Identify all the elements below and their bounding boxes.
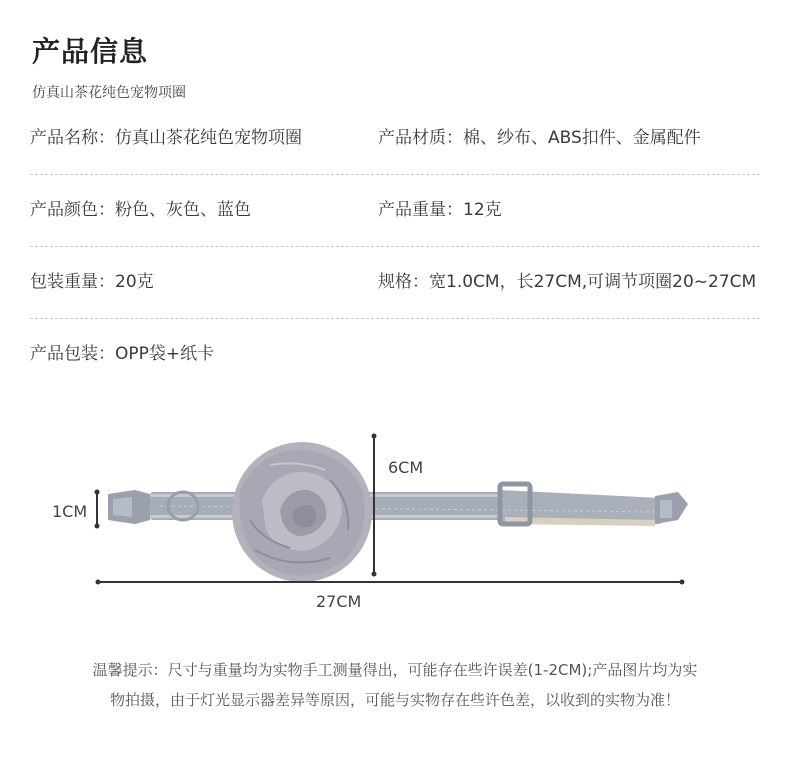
divider	[30, 246, 760, 247]
width-label: 1CM	[52, 502, 88, 521]
length-label: 27CM	[316, 592, 362, 611]
spec-row	[30, 200, 760, 272]
notice-line-2: 物拍摄，由于灯光显示器差异等原因，可能与实物存在些许色差，以收到的实物为准！	[109, 691, 680, 709]
flower-size-label: 6CM	[388, 458, 424, 477]
notice-line-1: 温馨提示：尺寸与重量均为实物手工测量得出，可能存在些许误差(1-2CM);产品图片均为实	[92, 661, 698, 679]
spec-row	[30, 128, 760, 200]
spec-material: 产品材质：棉、纱布、ABS扣件、金属配件	[378, 128, 701, 148]
right-buckle	[655, 492, 688, 524]
spec-name: 产品名称：仿真山茶花纯色宠物项圈	[30, 128, 302, 148]
page-title: 产品信息	[32, 35, 149, 68]
dimension-length	[96, 580, 685, 585]
spec-row	[30, 272, 760, 344]
spec-color: 产品颜色：粉色、灰色、蓝色	[30, 200, 251, 220]
camellia-flower	[232, 442, 372, 582]
spec-weight: 产品重量：12克	[378, 200, 502, 220]
product-figure	[0, 420, 790, 620]
spec-package-weight: 包装重量：20克	[30, 272, 154, 292]
spec-packaging: 产品包装：OPP袋+纸卡	[30, 344, 215, 364]
dimension-width	[95, 490, 100, 529]
collar-strap	[150, 490, 660, 526]
collar-illustration	[0, 420, 790, 620]
divider	[30, 318, 760, 319]
spec-size: 规格：宽1.0CM，长27CM,可调节项圈20~27CM	[378, 272, 757, 292]
spec-row	[30, 344, 760, 416]
divider	[30, 174, 760, 175]
left-buckle	[108, 490, 150, 524]
product-subtitle: 仿真山茶花纯色宠物项圈	[32, 85, 186, 101]
